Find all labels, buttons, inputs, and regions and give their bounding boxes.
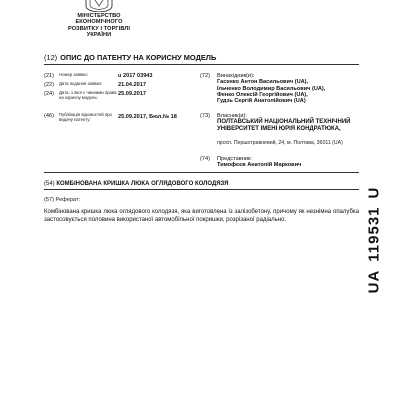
field-code: (24)	[44, 91, 54, 97]
document-title-text: ОПИС ДО ПАТЕНТУ НА КОРИСНУ МОДЕЛЬ	[60, 53, 217, 62]
utility-model-title	[44, 181, 228, 187]
filing-date: 21.04.2017	[118, 82, 146, 88]
ministry-line: РОЗВИТКУ І ТОРГІВЛІ	[67, 25, 131, 32]
title-text: КОМБІНОВАНА КРИШКА ЛЮКА ОГЛЯДОВОГО КОЛОДЯЗЯ	[56, 181, 229, 187]
divider-top	[44, 64, 359, 65]
divider-lower	[44, 189, 359, 190]
abstract-text: Комбінована кришка люка оглядового колодязя, яка виготовлена із залізобетону, причому як незнімна опалубка застосовується половина використаної автомобільної покришки, розрізаної радіально.	[44, 209, 359, 224]
field-code: (72)	[200, 73, 210, 79]
field-label: Номер заявки:	[59, 72, 88, 77]
inventor-name: Ільченко Володимир Васильович (UA),	[217, 85, 326, 92]
field-code: (46)	[44, 113, 54, 119]
field-label: Публікація відомостей про видачу патенту:	[59, 112, 112, 122]
inventor-name: Фенко Олексій Георгійович (UA),	[217, 91, 308, 98]
representative-name: Тимофєєв Анатолій Маркович	[217, 162, 302, 169]
ministry-name	[58, 13, 140, 39]
representative-label: Представник:	[217, 156, 252, 162]
divider-middle	[44, 172, 359, 173]
inventor-name: Гудзь Сергій Анатолійович (UA)	[217, 98, 306, 105]
application-number: u 2017 03943	[118, 73, 153, 79]
field-label: Дата, з якої є чинними права на корисну модель:	[59, 90, 117, 100]
owner-label: Власник(и):	[217, 113, 247, 119]
vertical-patent-id	[354, 180, 394, 300]
inventors-block	[217, 73, 325, 104]
inventor-name: Гасенко Антон Васильович (UA),	[217, 79, 309, 86]
field-code: (74)	[200, 156, 210, 162]
inventors-label: Винахідник(и):	[217, 73, 255, 79]
title-code: (54)	[44, 181, 55, 187]
patent-kind: U	[365, 186, 383, 199]
owner-address: просп. Першотравневий, 24, м. Полтава, 36011 (UA)	[217, 140, 343, 146]
field-code: (21)	[44, 73, 54, 79]
abstract-label: Реферат:	[55, 197, 81, 203]
field-code: (73)	[200, 113, 210, 119]
document-title	[44, 53, 216, 62]
document-title-code: (12)	[44, 53, 58, 62]
representative-block	[217, 156, 301, 169]
owner-name: ПОЛТАВСЬКИЙ НАЦІОНАЛЬНИЙ ТЕХНІЧНИЙ УНІВЕРСИТЕТ ІМЕНІ ЮРІЯ КОНДРАТЮКА,	[217, 119, 351, 132]
field-code: (22)	[44, 82, 54, 88]
publication-info: 25.09.2017, Бюл.№ 18	[118, 114, 177, 120]
ministry-line: ЕКОНОМІЧНОГО	[75, 19, 123, 26]
abstract-heading	[44, 197, 80, 203]
field-label: Дата подання заявки:	[59, 81, 102, 86]
ministry-line: МІНІСТЕРСТВО	[77, 13, 121, 19]
patent-country: UA	[365, 269, 383, 294]
abstract-code: (57)	[44, 197, 54, 203]
state-emblem-icon	[84, 0, 114, 12]
rights-effective-date: 25.09.2017	[118, 91, 146, 97]
patent-number: 119531	[365, 206, 383, 262]
ministry-line: УКРАЇНИ	[86, 32, 112, 39]
